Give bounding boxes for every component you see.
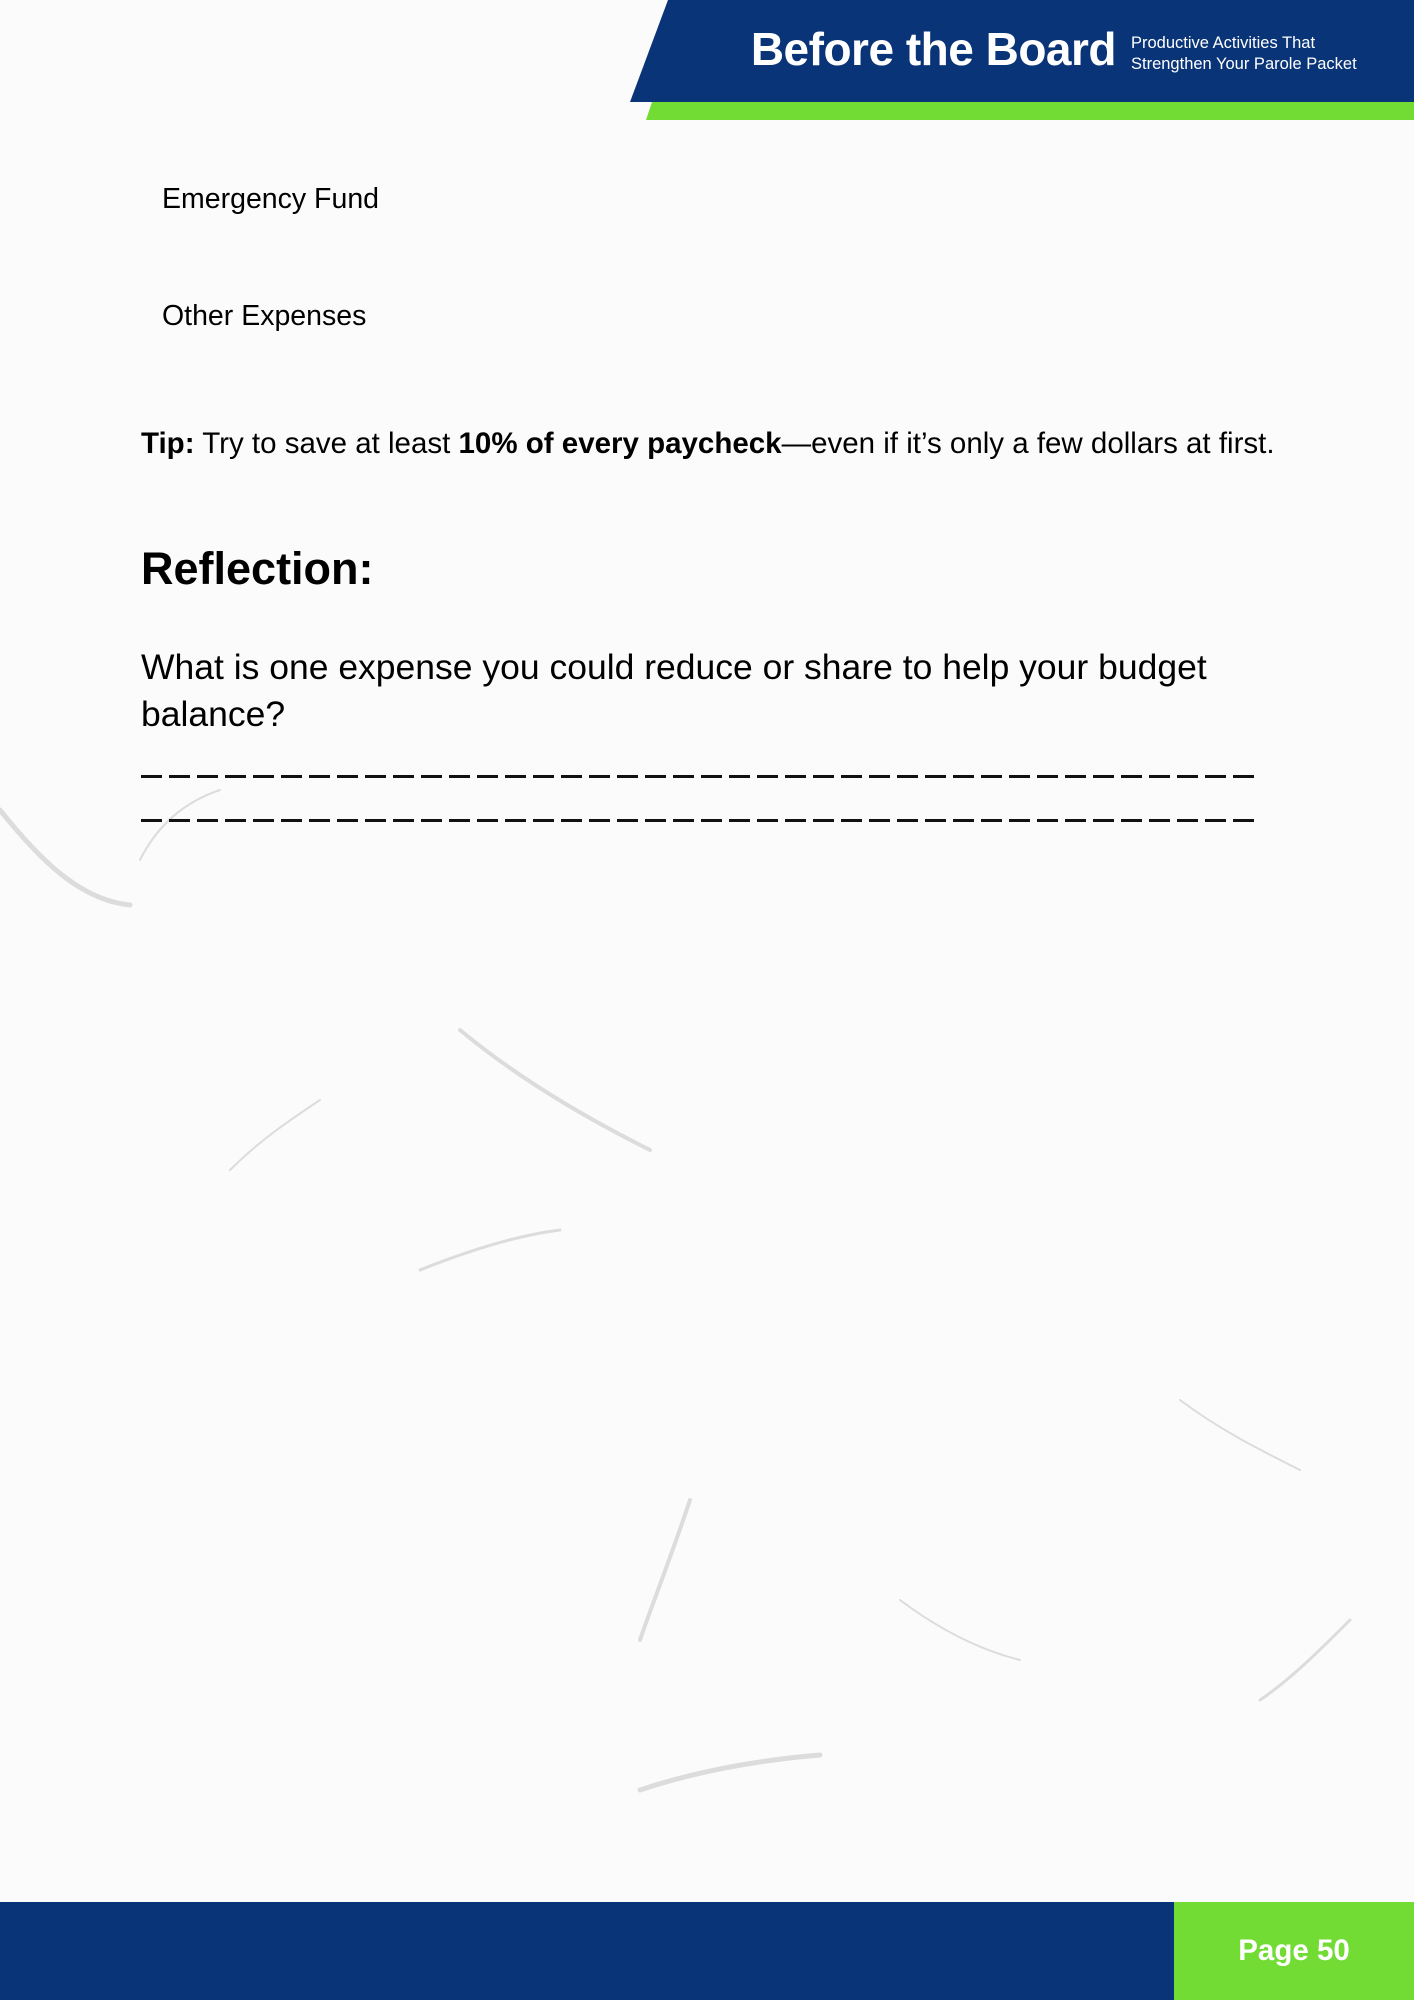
footer-band [0, 1902, 1174, 2000]
page-number: Page 50 [1174, 1902, 1414, 2000]
reflection-heading: Reflection: [141, 543, 374, 594]
header-accent-stripe [646, 102, 1414, 120]
tip-paragraph [141, 424, 1281, 463]
tip-text-after: —even if it’s only a few dollars at first. [781, 427, 1275, 460]
header-title: Before the Board [750, 23, 1116, 75]
header-subtitle-line1: Productive Activities That [1131, 34, 1316, 52]
header-subtitle-line2: Strengthen Your Parole Packet [1131, 55, 1357, 73]
tip-label: Tip: [141, 427, 195, 460]
tip-emphasis: 10% of every paycheck [458, 427, 782, 460]
tip-text-before: Try to save at least [194, 427, 459, 460]
header-subtitle [1131, 33, 1401, 75]
budget-row-other-expenses: Other Expenses [162, 300, 367, 332]
reflection-question: What is one expense you could reduce or share to help your budget balance? [141, 647, 1207, 734]
answer-line[interactable] [141, 819, 1261, 822]
answer-line[interactable] [141, 775, 1261, 778]
budget-row-emergency-fund: Emergency Fund [162, 183, 380, 215]
